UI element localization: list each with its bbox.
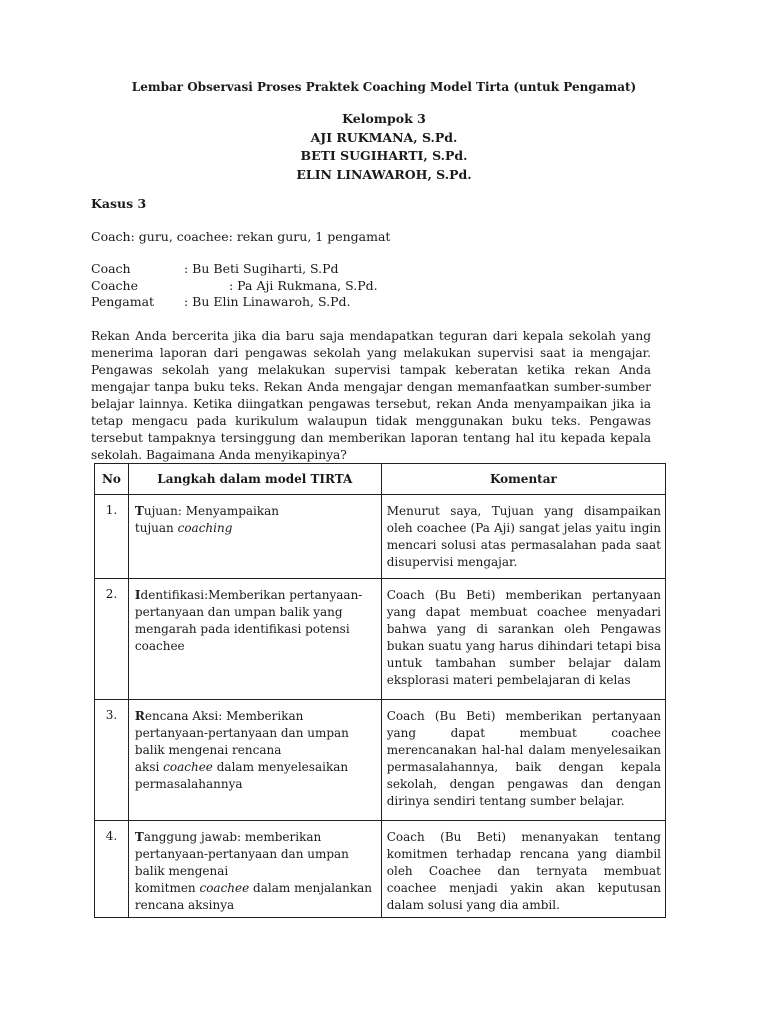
step-line: balik mengenai <box>134 864 229 878</box>
step-cell <box>128 495 381 579</box>
step-text: aksi <box>134 760 164 774</box>
role-label: Coach <box>91 261 131 276</box>
step-line: pertanyaan-pertanyaan dan umpan <box>134 726 349 740</box>
table-row <box>95 579 666 700</box>
group-member: ELIN LINAWAROH, S.Pd. <box>296 166 472 182</box>
row-number: 1. <box>95 495 129 579</box>
table-row <box>95 495 666 579</box>
step-text: tujuan <box>134 521 178 535</box>
step-text: komitmen <box>134 881 200 895</box>
step-text: dalam menjalankan <box>249 881 373 895</box>
comment-cell: Menurut saya, Tujuan yang disampaikan oleh coachee (Pa Aji) sangat jelas yaitu ingin mencari solusi atas permasalahan pada saat disupervisi mengajar. <box>381 495 665 579</box>
step-line: pertanyaan dan umpan balik yang <box>134 605 343 619</box>
table-row <box>95 821 666 918</box>
step-initial: T <box>134 504 144 518</box>
step-initial: I <box>134 588 141 602</box>
tirta-observation-table <box>94 463 666 918</box>
step-line: rencana aksinya <box>134 898 235 912</box>
row-number: 4. <box>95 821 129 918</box>
step-line <box>135 829 377 846</box>
role-label: Coache <box>91 277 138 293</box>
role-value: : Bu Beti Sugiharti, S.Pd <box>184 261 339 276</box>
step-rest: ujuan: Menyampaikan <box>143 504 280 518</box>
step-line <box>135 520 377 537</box>
table-row <box>95 700 666 821</box>
step-initial: R <box>134 709 145 723</box>
step-cell <box>128 579 381 700</box>
comment-cell: Coach (Bu Beti) menanyakan tentang komitmen terhadap rencana yang diambil oleh Coachee dan ternyata membuat coachee menjadi yakin akan keputusan dalam solusi yang dia ambil. <box>381 821 665 918</box>
step-line <box>135 880 377 897</box>
step-cell <box>128 821 381 918</box>
table-header-row <box>95 464 666 495</box>
role-value: : Pa Aji Rukmana, S.Pd. <box>229 277 378 293</box>
step-line: balik mengenai rencana <box>134 743 282 757</box>
step-rest: anggung jawab: memberikan <box>143 830 322 844</box>
step-emphasis: coaching <box>177 521 233 535</box>
group-label: Kelompok 3 <box>342 111 426 126</box>
case-label: Kasus 3 <box>91 196 147 211</box>
step-line <box>135 759 377 776</box>
step-line: mengarah pada identifikasi potensi <box>134 622 350 636</box>
step-emphasis: coachee <box>163 760 213 774</box>
step-line: coachee <box>134 639 185 653</box>
group-member: AJI RUKMANA, S.Pd. <box>310 129 458 145</box>
header-no: No <box>95 464 129 495</box>
step-line <box>135 587 377 604</box>
step-line <box>135 503 377 520</box>
coach-info: Coach: guru, coachee: rekan guru, 1 pengamat <box>91 229 391 244</box>
comment-cell: Coach (Bu Beti) memberikan pertanyaan yang dapat membuat coachee merencanakan hal-hal dalam menyelesaikan permasalahannya, baik dengan kepala sekolah, dengan pengawas dan dengan dirinya sendiri tentang sumber belajar. <box>381 700 665 821</box>
step-cell <box>128 700 381 821</box>
step-rest: encana Aksi: Memberikan <box>144 709 304 723</box>
step-rest: dentifikasi:Memberikan pertanyaan- <box>140 588 363 602</box>
header-comment: Komentar <box>381 464 665 495</box>
case-description: Rekan Anda bercerita jika dia baru saja mendapatkan teguran dari kepala sekolah yang menerima laporan dari pengawas sekolah yang melakukan supervisi saat ia mengajar. Pengawas sekolah yang melakukan supervisi tampak keberatan ketika rekan Anda mengajar tanpa buku teks. Rekan Anda mengajar dengan memanfaatkan sumber-sumber belajar lainnya. Ketika diingatkan pengawas tersebut, rekan Anda menyampaikan jika ia tetap mengacu pada kurikulum walaupun tidak menggunakan buku teks. Pengawas tersebut tampaknya tersinggung dan memberikan laporan tentang hal itu kepada kepala sekolah. Bagaimana Anda menyikapinya? <box>91 329 651 462</box>
step-initial: T <box>134 830 144 844</box>
comment-cell: Coach (Bu Beti) memberikan pertanyaan yang dapat membuat coachee menyadari bahwa yang di sarankan oleh Pengawas bukan suatu yang harus dihindari tetapi bisa untuk tambahan sumber belajar dalam eksplorasi materi pembelajaran di kelas <box>381 579 665 700</box>
row-number: 2. <box>95 579 129 700</box>
role-label: Pengamat <box>91 294 155 309</box>
step-line: permasalahannya <box>134 777 243 791</box>
group-member: BETI SUGIHARTI, S.Pd. <box>300 148 468 163</box>
header-step: Langkah dalam model TIRTA <box>128 464 381 495</box>
document-title: Lembar Observasi Proses Praktek Coaching Model Tirta (untuk Pengamat) <box>131 80 637 94</box>
group-block <box>0 110 768 184</box>
step-text: dalam menyelesaikan <box>212 760 349 774</box>
step-emphasis: coachee <box>199 881 250 895</box>
role-value: : Bu Elin Linawaroh, S.Pd. <box>184 294 351 309</box>
row-number: 3. <box>95 700 129 821</box>
step-line: pertanyaan-pertanyaan dan umpan <box>134 847 349 861</box>
step-line <box>135 708 377 725</box>
